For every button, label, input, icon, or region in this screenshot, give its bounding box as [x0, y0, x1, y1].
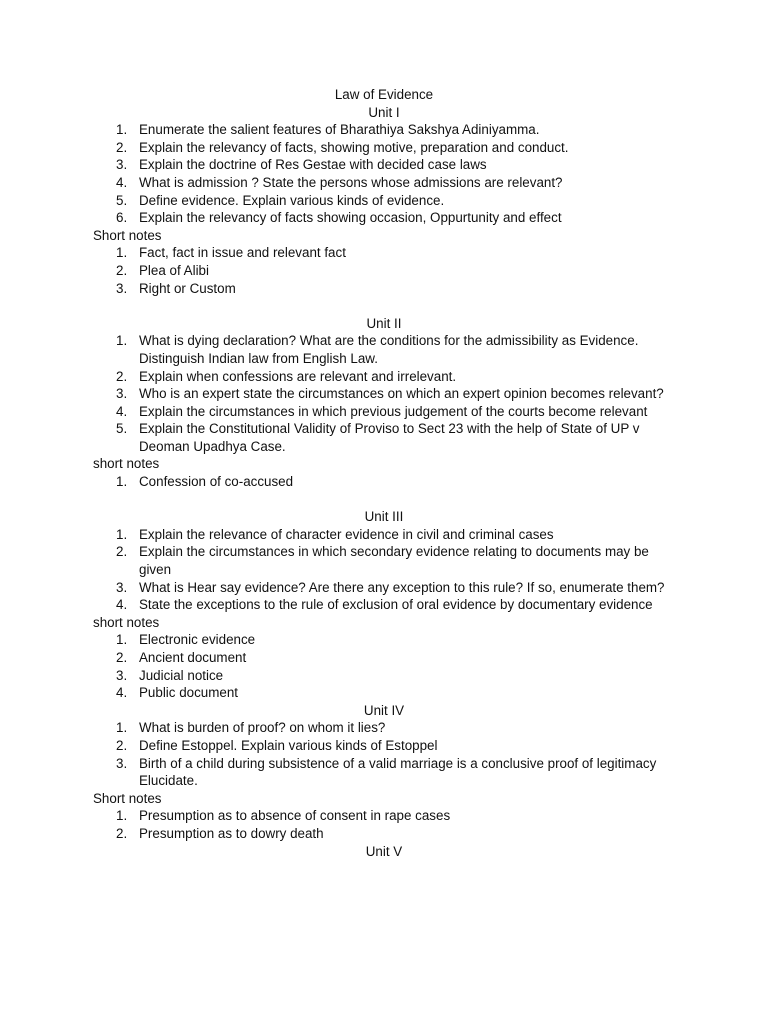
list-item: 3. Explain the doctrine of Res Gestae with decided case laws — [116, 157, 487, 173]
unit-heading: Unit IV — [363, 702, 405, 718]
unit-heading: Unit V — [365, 843, 403, 859]
question-list — [0, 121, 768, 227]
list-item: 1. Presumption as to absence of consent in rape cases — [116, 808, 451, 824]
short-notes-label: short notes — [93, 614, 160, 630]
list-item: 3. Who is an expert state the circumstances on which an expert opinion becomes relevant? — [116, 386, 664, 402]
short-notes-label: short notes — [93, 456, 160, 472]
short-notes-list — [0, 807, 768, 842]
list-item: 2. Explain the circumstances in which secondary evidence relating to documents may be given — [116, 544, 649, 578]
list-item: 1. Confession of co-accused — [116, 474, 294, 490]
document-page — [0, 86, 768, 860]
short-notes-list — [0, 244, 768, 297]
list-item: 1. Enumerate the salient features of Bharathiya Sakshya Adiniyamma. — [116, 122, 540, 138]
short-notes-list — [0, 631, 768, 701]
list-item: 1. Fact, fact in issue and relevant fact — [116, 245, 346, 261]
list-item: 1. Explain the relevance of character evidence in civil and criminal cases — [116, 526, 554, 542]
list-item: 4. Public document — [116, 685, 238, 701]
list-item: 5. Define evidence. Explain various kinds of evidence. — [116, 192, 445, 208]
short-notes-label: Short notes — [93, 790, 162, 806]
unit-heading: Unit II — [366, 315, 402, 331]
list-item: 2. Define Estoppel. Explain various kinds of Estoppel — [116, 737, 438, 753]
unit-heading: Unit I — [368, 104, 400, 120]
list-item: 2. Explain when confessions are relevant and irrelevant. — [116, 368, 457, 384]
list-item: 2. Presumption as to dowry death — [116, 825, 324, 841]
list-item: 4. Explain the circumstances in which previous judgement of the courts become relevant — [116, 403, 648, 419]
list-item: 1. Electronic evidence — [116, 632, 256, 648]
list-item: 3. What is Hear say evidence? Are there any exception to this rule? If so, enumerate them? — [116, 579, 665, 595]
short-notes-label: Short notes — [93, 227, 162, 243]
unit-heading: Unit III — [364, 509, 404, 525]
list-item: 3. Birth of a child during subsistence of a valid marriage is a conclusive proof of legitimacy Elucidate. — [116, 755, 657, 789]
list-item: 3. Judicial notice — [116, 667, 224, 683]
document-title: Law of Evidence — [334, 87, 434, 102]
list-item: 1. What is dying declaration? What are the conditions for the admissibility as Evidence. Distinguish Indian law from English Law. — [116, 333, 639, 366]
short-notes-list — [0, 473, 768, 491]
list-item: 4. State the exceptions to the rule of exclusion of oral evidence by documentary evidence — [116, 597, 653, 613]
list-item: 5. Explain the Constitutional Validity of Proviso to Sect 23 with the help of State of UP v Deoman Upadhya Case. — [116, 421, 640, 454]
list-item: 3. Right or Custom — [116, 280, 236, 296]
question-list — [0, 719, 768, 789]
list-item: 2. Plea of Alibi — [116, 262, 209, 278]
list-item: 6. Explain the relevancy of facts showing occasion, Oppurtunity and effect — [116, 210, 562, 226]
list-item: 2. Explain the relevancy of facts, showing motive, preparation and conduct. — [116, 139, 569, 155]
question-list — [0, 526, 768, 614]
list-item: 2. Ancient document — [116, 650, 247, 665]
list-item: 1. What is burden of proof? on whom it lies? — [116, 720, 386, 736]
list-item: 4. What is admission ? State the persons whose admissions are relevant? — [116, 174, 563, 190]
spacer — [0, 491, 768, 509]
spacer — [0, 297, 768, 315]
question-list — [0, 332, 768, 455]
